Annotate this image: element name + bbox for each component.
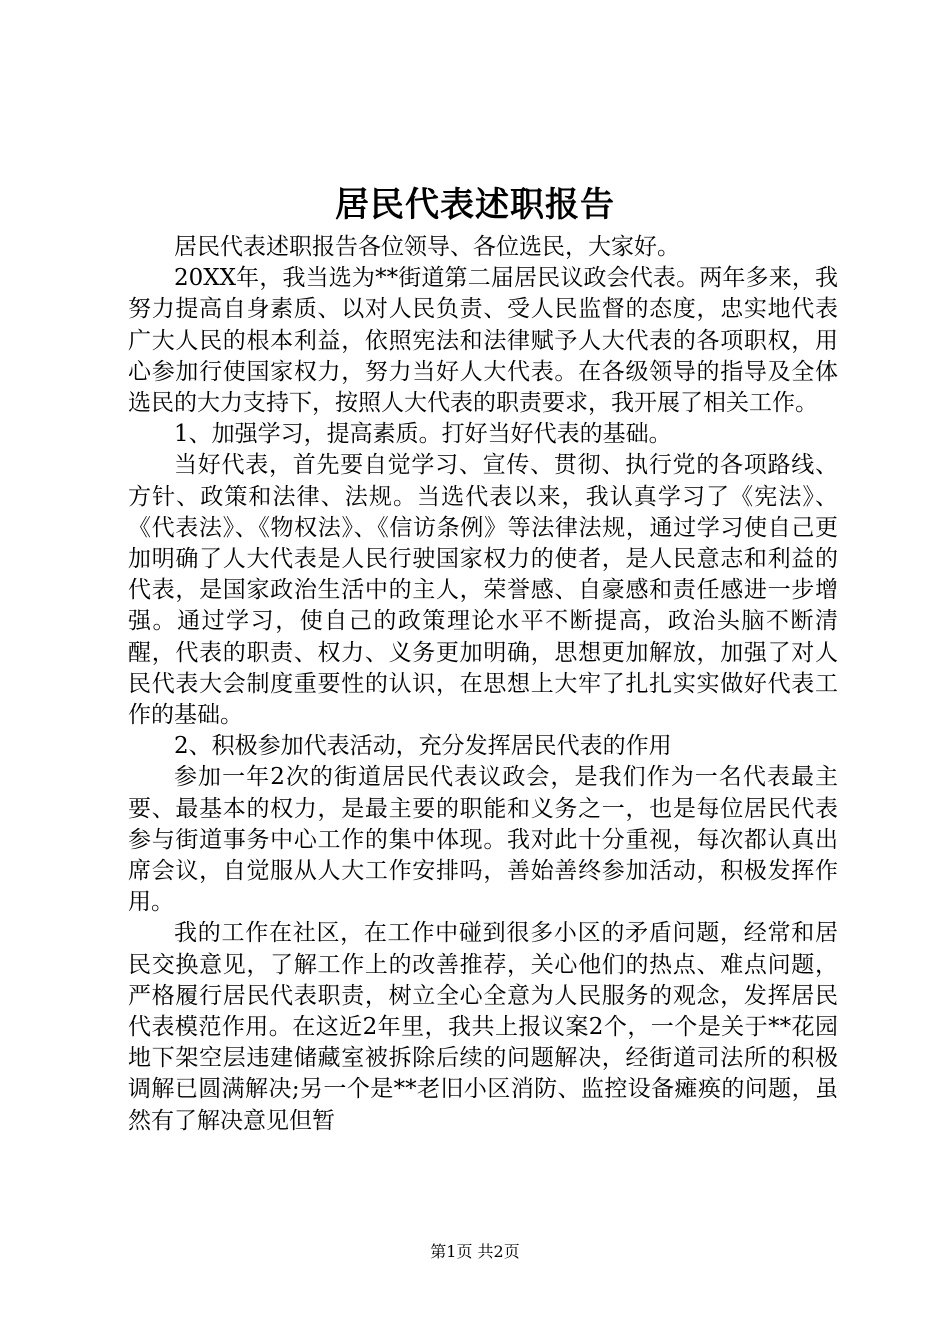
paragraph-section-2: 参加一年2次的街道居民代表议政会，是我们作为一名代表最主要、最基本的权力，是最主要的职能和义务之一，也是每位居民代表参与街道事务中心工作的集中体现。我对此十分重视，每次都认真出席会议，自觉服从人大工作安排吗，善始善终参加活动，积极发挥作用。: [128, 764, 838, 916]
paragraph-community-work: 我的工作在社区，在工作中碰到很多小区的矛盾问题，经常和居民交换意见，了解工作上的改善推荐，关心他们的热点、难点问题，严格履行居民代表职责，树立全心全意为人民服务的观念，发挥居民代表模范作用。在这近2年里，我共上报议案2个，一个是关于**花园地下架空层违建储藏室被拆除后续的问题解决，经街道司法所的积极调解已圆满解决;另一个是**老旧小区消防、监控设备瘫痪的问题，虽然有了解决意见但暂: [128, 920, 838, 1134]
paragraph-section-1: 当好代表，首先要自觉学习、宣传、贯彻、执行党的各项路线、方针、政策和法律、法规。当选代表以来，我认真学习了《宪法》、《代表法》、《物权法》、《信访条例》等法律法规，通过学习使自己更加明确了人大代表是人民行驶国家权力的使者，是人民意志和利益的代表，是国家政治生活中的主人，荣誉感、自豪感和责任感进一步增强。通过学习，使自己的政策理论水平不断提高，政治头脑不断清醒，代表的职责、权力、义务更加明确，思想更加解放，加强了对人民代表大会制度重要性的认识，在思想上大牢了扎扎实实做好代表工作的基础。: [128, 452, 838, 729]
heading-section-1: 1、加强学习，提高素质。打好当好代表的基础。: [174, 421, 672, 448]
page-footer: 第1页 共2页: [430, 1242, 520, 1261]
document-body: [128, 232, 838, 1137]
paragraph-intro: 20XX年，我当选为**街道第二届居民议政会代表。两年多来，我努力提高自身素质、以对人民负责、受人民监督的态度，忠实地代表广大人民的根本利益，依照宪法和法律赋予人大代表的各项职权，用心参加行使国家权力，努力当好人大代表。在各级领导的指导及全体选民的大力支持下，按照人大代表的职责要求，我开展了相关工作。: [128, 265, 838, 417]
heading-section-2: 2、积极参加代表活动，充分发挥居民代表的作用: [174, 733, 672, 760]
paragraph-greeting: 居民代表述职报告各位领导、各位选民，大家好。: [174, 234, 680, 260]
document-title: 居民代表述职报告: [335, 185, 615, 225]
